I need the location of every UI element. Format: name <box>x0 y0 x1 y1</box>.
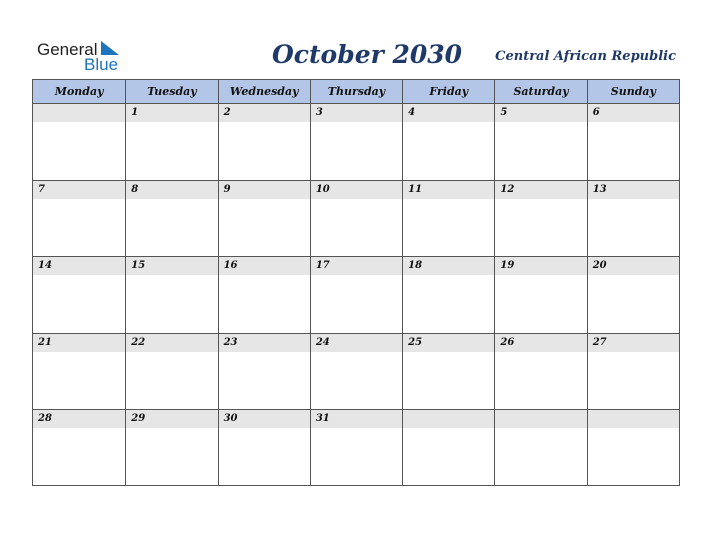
day-cell <box>310 104 402 180</box>
day-number: 28 <box>33 410 125 428</box>
day-number: 2 <box>219 104 310 122</box>
day-number: 16 <box>219 257 310 275</box>
day-cell <box>494 409 586 485</box>
day-cell <box>33 409 125 485</box>
day-number <box>495 410 586 428</box>
day-cell <box>494 333 586 409</box>
calendar-title: October 2030 <box>272 40 463 69</box>
country-name: Central African Republic <box>495 49 676 64</box>
day-number: 25 <box>403 334 494 352</box>
day-cell <box>125 256 217 332</box>
day-cell <box>494 180 586 256</box>
logo-text-blue: Blue <box>84 55 119 74</box>
weekday-saturday: Saturday <box>494 80 586 103</box>
day-cell <box>494 256 586 332</box>
day-cell <box>125 180 217 256</box>
logo <box>37 40 137 74</box>
day-number: 19 <box>495 257 586 275</box>
day-number: 14 <box>33 257 125 275</box>
day-number <box>403 410 494 428</box>
day-cell <box>587 256 679 332</box>
day-number: 15 <box>126 257 217 275</box>
day-cell <box>494 104 586 180</box>
day-number: 26 <box>495 334 586 352</box>
day-cell <box>218 180 310 256</box>
day-cell <box>402 104 494 180</box>
day-number <box>33 104 125 122</box>
day-number: 24 <box>311 334 402 352</box>
day-cell <box>218 256 310 332</box>
weekday-tuesday: Tuesday <box>125 80 217 103</box>
weekday-monday: Monday <box>54 85 104 98</box>
day-number: 7 <box>33 181 125 199</box>
weekday-thursday: Thursday <box>310 80 402 103</box>
calendar-grid <box>33 104 679 485</box>
day-number <box>588 410 679 428</box>
day-cell <box>310 256 402 332</box>
day-number: 27 <box>588 334 679 352</box>
day-number: 20 <box>588 257 679 275</box>
weekday-wednesday: Wednesday <box>218 80 310 103</box>
logo-text-general: General <box>37 40 98 59</box>
day-cell <box>33 256 125 332</box>
day-cell <box>218 104 310 180</box>
day-number: 4 <box>403 104 494 122</box>
day-cell <box>310 409 402 485</box>
day-cell <box>125 333 217 409</box>
day-cell <box>125 104 217 180</box>
day-cell <box>587 409 679 485</box>
logo-triangle-icon <box>101 41 121 57</box>
day-number: 18 <box>403 257 494 275</box>
day-cell <box>33 333 125 409</box>
day-cell <box>402 409 494 485</box>
day-cell <box>402 180 494 256</box>
day-cell <box>587 333 679 409</box>
weekday-friday: Friday <box>402 80 494 103</box>
day-number: 8 <box>126 181 217 199</box>
day-number: 29 <box>126 410 217 428</box>
day-number: 6 <box>588 104 679 122</box>
day-cell <box>402 333 494 409</box>
day-number: 21 <box>33 334 125 352</box>
day-cell <box>402 256 494 332</box>
day-cell <box>587 180 679 256</box>
day-cell <box>33 180 125 256</box>
day-number: 12 <box>495 181 586 199</box>
day-cell <box>587 104 679 180</box>
day-number: 13 <box>588 181 679 199</box>
day-cell <box>218 333 310 409</box>
day-cell <box>33 104 125 180</box>
day-number: 11 <box>403 181 494 199</box>
calendar <box>32 79 680 486</box>
day-number: 10 <box>311 181 402 199</box>
day-number: 3 <box>311 104 402 122</box>
weekday-header <box>33 80 679 104</box>
day-cell <box>218 409 310 485</box>
day-number: 5 <box>495 104 586 122</box>
day-cell <box>310 333 402 409</box>
day-number: 1 <box>126 104 217 122</box>
day-number: 30 <box>219 410 310 428</box>
weekday-sunday: Sunday <box>587 80 679 103</box>
day-number: 9 <box>219 181 310 199</box>
day-number: 22 <box>126 334 217 352</box>
day-number: 31 <box>311 410 402 428</box>
day-number: 23 <box>219 334 310 352</box>
day-number: 17 <box>311 257 402 275</box>
day-cell <box>310 180 402 256</box>
day-cell <box>125 409 217 485</box>
